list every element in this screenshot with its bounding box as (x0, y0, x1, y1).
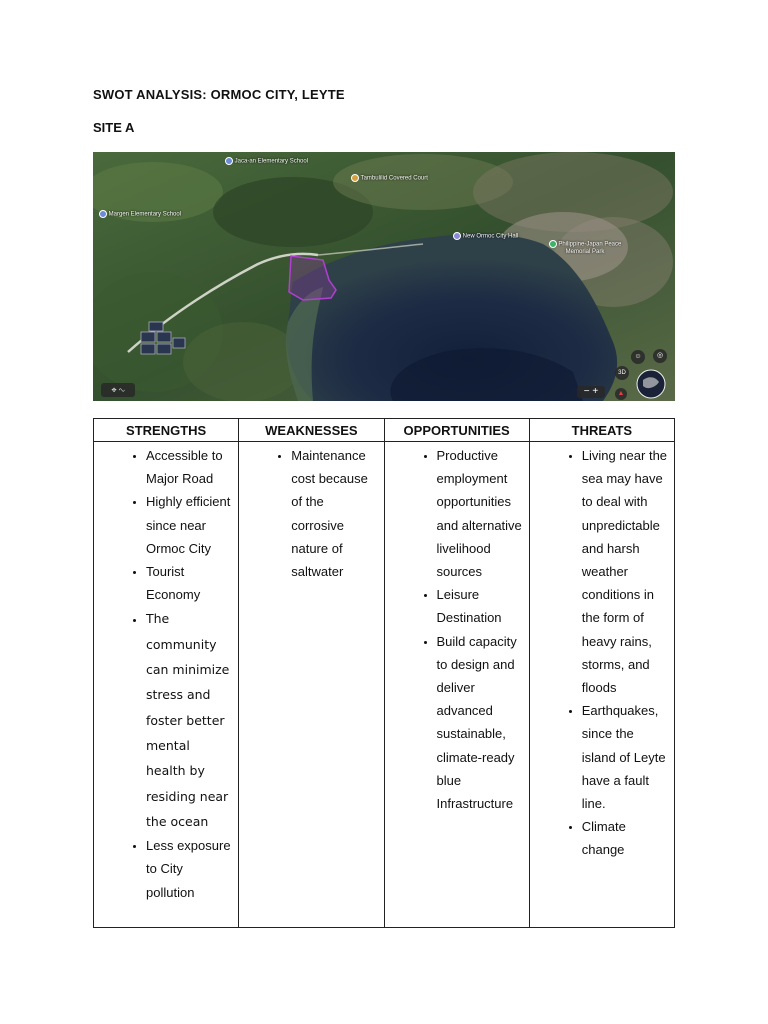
table-row (94, 442, 675, 928)
list-item: • Maintenance cost because of the corrosive nature of saltwater (291, 444, 383, 583)
threats-cell (529, 442, 674, 928)
person-icon: ☺ (634, 353, 642, 360)
view-3d-button[interactable]: 3D (615, 366, 629, 380)
weaknesses-list (239, 444, 383, 583)
swot-table (93, 418, 675, 928)
school-pin-icon (225, 157, 233, 165)
list-item: • Earthquakes, since the island of Leyte have a fault line. (582, 699, 674, 815)
zoom-control[interactable] (577, 386, 605, 398)
opportunities-list (385, 444, 529, 815)
table-header-row (94, 419, 675, 442)
terrain-icon: ∿ (119, 385, 125, 395)
list-item: • Less exposure to City pollution (146, 834, 238, 904)
list-item: • Leisure Destination (437, 583, 529, 629)
header-threats: THREATS (529, 419, 674, 442)
globe-icon[interactable] (637, 370, 665, 398)
map-label-cityhall[interactable]: New Ormoc City Hall (462, 233, 519, 240)
place-pin-icon (453, 232, 461, 240)
header-opportunities: OPPORTUNITIES (384, 419, 529, 442)
place-pin-icon (351, 174, 359, 182)
map-label-tambulilid[interactable]: Tambulilid Covered Court (360, 175, 428, 182)
strengths-list (94, 444, 238, 904)
list-item: • Productive employment opportunities and alternative livelihood sources (437, 444, 529, 583)
zoom-out-button[interactable]: − (583, 386, 590, 397)
park-pin-icon (549, 240, 557, 248)
compass-icon: ▲ (617, 390, 625, 397)
list-item: • Climate change (582, 815, 674, 861)
list-item: • Tourist Economy (146, 560, 238, 606)
header-weaknesses: WEAKNESSES (239, 419, 384, 442)
strengths-cell (94, 442, 239, 928)
site-label: SITE A (93, 120, 135, 135)
weaknesses-cell (239, 442, 384, 928)
my-location-button[interactable] (653, 349, 667, 363)
compass-button[interactable] (615, 388, 627, 400)
list-item: • Build capacity to design and deliver advanced sustainable, climate-ready blue Infrastructure (437, 630, 529, 816)
zoom-in-button[interactable]: + (592, 386, 599, 397)
list-item: • Highly efficient since near Ormoc City (146, 490, 238, 560)
satellite-map[interactable] (93, 152, 675, 401)
list-item: • Accessible to Major Road (146, 444, 238, 490)
location-icon: ⌖ (111, 385, 117, 395)
map-label-jacaan[interactable]: Jaca-an Elementary School (234, 158, 309, 165)
map-layers-control[interactable] (101, 383, 135, 397)
document-title: SWOT ANALYSIS: ORMOC CITY, LEYTE (93, 87, 345, 102)
school-pin-icon (99, 210, 107, 218)
threats-list (530, 444, 674, 862)
list-item: • The community can minimize stress and foster better mental health by residing near the ocean (146, 606, 238, 834)
map-label-peacepark[interactable]: Philippine-Japan Peace Memorial Park (558, 241, 622, 255)
header-strengths: STRENGTHS (94, 419, 239, 442)
crosshair-icon: ◎ (656, 352, 664, 359)
opportunities-cell (384, 442, 529, 928)
map-imagery (93, 152, 675, 401)
pegman-button[interactable] (631, 350, 645, 364)
map-label-margen[interactable]: Margen Elementary School (108, 211, 182, 218)
list-item: • Living near the sea may have to deal with unpredictable and harsh weather conditions in the form of heavy rains, storms, and floods (582, 444, 674, 699)
